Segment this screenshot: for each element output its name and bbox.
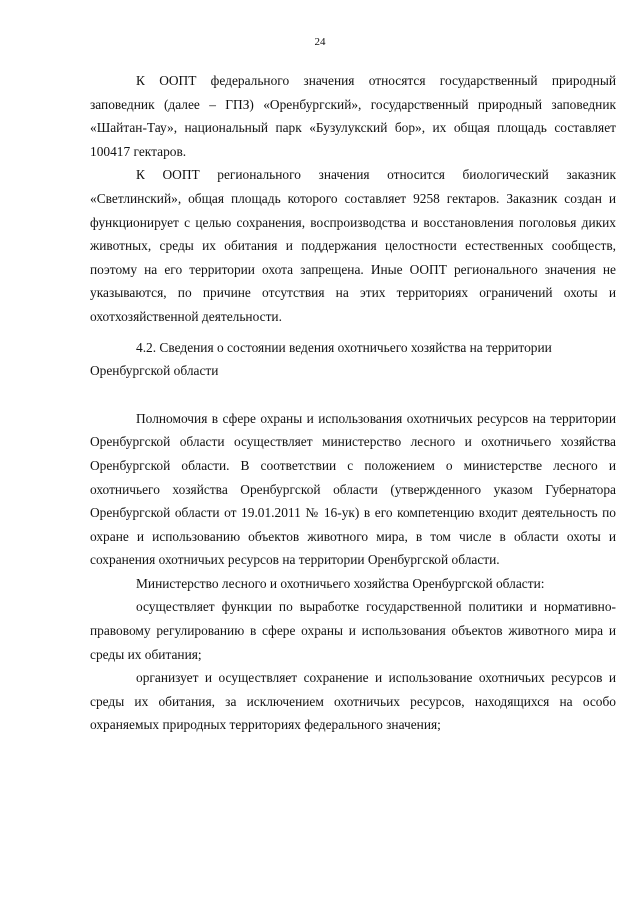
section-heading-line-1: 4.2. Сведения о состоянии ведения охотничьего хозяйства на территории [136,339,552,355]
section-heading-line-2: Оренбургской области [90,363,219,379]
paragraph-regional-oopt: К ООПТ регионального значения относится биологический заказник «Светлинский», общая площадь которого составляет 9258 гектаров. Заказник создан и функционирует с целью сохранения, воспроизводства и восстановления поголовья диких животных, среды их обитания и поддержания целостности естественных сообществ, поэтому на его территории охота запрещена. Иные ООПТ регионального значения не указываются, по причине отсутствия на этих территориях ограничений охоты и охотхозяйственной деятельности. [90,167,616,324]
paragraph-authority: Полномочия в сфере охраны и использования охотничьих ресурсов на территории Оренбургской области осуществляет министерство лесного и охотничьего хозяйства Оренбургской области. В соответствии с положением о министерстве лесного и охотничьего хозяйства Оренбургской области (утвержденного указом Губернатора Оренбургской области от 19.01.2011 № 16-ук) в его компетенцию входит деятельность по охране и использованию объектов животного мира, в том числе в области охоты и сохранения охотничьих ресурсов на территории Оренбургской области. [90,410,616,568]
document-body [90,69,616,737]
paragraph-federal-oopt: К ООПТ федерального значения относятся государственный природный заповедник (далее – ГПЗ) «Оренбургский», государственный природный заповедник «Шайтан-Тау», национальный парк «Бузулукский бор», их общая площадь составляет 100417 гектаров. [90,73,616,159]
paragraph-ministry-intro: Министерство лесного и охотничьего хозяйства Оренбургской области: [136,575,545,591]
page-number: 24 [314,36,326,48]
section-heading [90,336,616,383]
paragraph-ministry-function-1: осуществляет функции по выработке государственной политики и нормативно-правовому регулированию в сфере охраны и использования объектов животного мира и среды их обитания; [90,599,616,662]
paragraph-ministry-function-2: организует и осуществляет сохранение и использование охотничьих ресурсов и среды их обитания, за исключением охотничьих ресурсов, находящихся на особо охраняемых природных территориях федерального значения; [90,670,616,733]
